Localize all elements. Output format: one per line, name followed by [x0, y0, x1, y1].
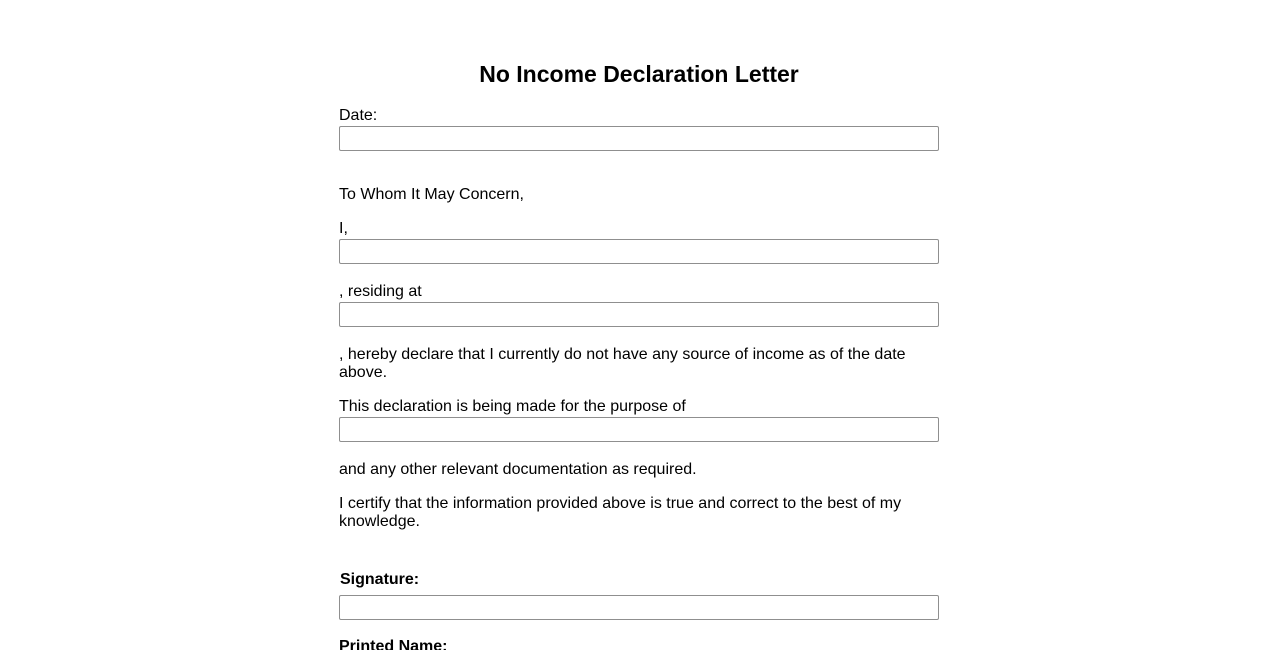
address-label: , residing at	[339, 283, 422, 300]
date-input[interactable]	[339, 126, 939, 151]
address-input[interactable]	[339, 302, 939, 327]
signature-input[interactable]	[339, 595, 939, 620]
declaration-text: , hereby declare that I currently do not have any source of income as of the date above.	[339, 346, 906, 381]
signature-label: Signature:	[340, 571, 420, 588]
documentation-text: and any other relevant documentation as required.	[339, 461, 697, 478]
date-label: Date:	[339, 107, 378, 124]
purpose-input[interactable]	[339, 417, 939, 442]
name-input[interactable]	[339, 239, 939, 264]
salutation-text: To Whom It May Concern,	[339, 186, 524, 203]
purpose-label: This declaration is being made for the purpose of	[339, 398, 686, 415]
name-label: I,	[339, 220, 348, 237]
printed-name-label: Printed Name:	[339, 638, 448, 650]
certification-text: I certify that the information provided above is true and correct to the best of my knowledge.	[339, 495, 902, 530]
page-title: No Income Declaration Letter	[479, 61, 799, 87]
